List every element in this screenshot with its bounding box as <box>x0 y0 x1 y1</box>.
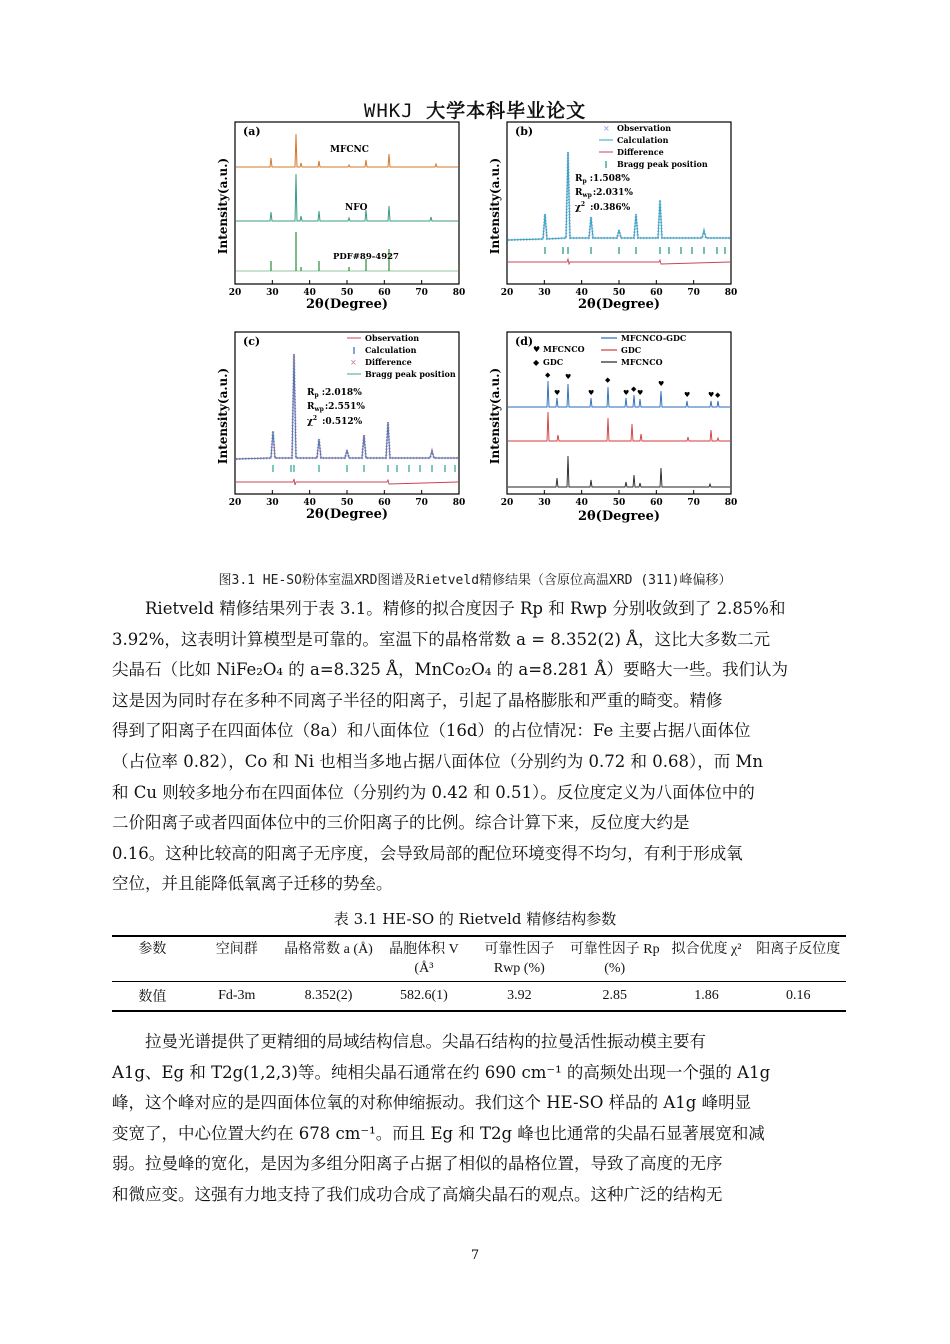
panel-a-tag: (a) <box>243 125 261 138</box>
panel-a <box>205 118 465 318</box>
panel-d-legend <box>601 333 686 367</box>
panel-c-legend-bragg: Bragg peak position <box>365 369 456 379</box>
panel-d-xlabel: 2θ(Degree) <box>577 509 661 524</box>
panel-c-plot <box>205 328 465 528</box>
marker-h: ♥ <box>708 391 715 399</box>
x-tick-label: 80 <box>724 498 737 508</box>
header-title: 大学本科毕业论文 <box>426 100 587 122</box>
x-tick-label: 40 <box>575 498 588 508</box>
x-tick-label: 20 <box>500 288 514 298</box>
panel-d-trace-mfcnco <box>508 456 730 487</box>
table-cell: 1.86 <box>662 982 750 1012</box>
marker-d: ◆ <box>605 376 611 384</box>
x-tick-label: 20 <box>500 498 514 508</box>
marker-h: ♥ <box>588 389 595 397</box>
marker-h: ♥ <box>623 389 630 397</box>
col-header: 空间群 <box>193 936 281 982</box>
panel-a-xticks <box>229 280 465 298</box>
marker-d: ◆ <box>545 371 551 379</box>
text-line: 和微应变。这强有力地支持了我们成功合成了高熵尖晶石的观点。这种广泛的结构无 <box>112 1184 723 1204</box>
panel-d-marker-mfcnco: MFCNCO <box>543 344 585 354</box>
panel-b-bragg <box>545 247 725 254</box>
text-line: 二价阳离子或者四面体位中的三价阳离子的比例。综合计算下来，反位度大约是 <box>112 813 690 833</box>
x-tick-label: 80 <box>452 288 465 298</box>
col-header: 参数 <box>112 936 193 982</box>
svg-text:Rwp:2.551%: $R_{wp}:2.551\%$ <box>307 402 365 413</box>
panel-b-legend-bragg: Bragg peak position <box>617 159 708 169</box>
panel-b-stats <box>575 174 633 213</box>
marker-h: ♥ <box>637 389 644 397</box>
panel-c-tag: (c) <box>243 335 261 348</box>
col-header: 拟合优度 χ² <box>662 936 750 982</box>
paragraph-rietveld <box>112 594 838 900</box>
panel-d-legend-composite: MFCNCO-GDC <box>621 333 687 343</box>
page-number: 7 <box>470 1248 480 1263</box>
x-tick-label: 50 <box>340 498 354 508</box>
x-tick-label: 60 <box>378 288 391 298</box>
panel-d-trace-composite <box>508 381 730 407</box>
panel-b <box>477 118 737 318</box>
x-tick-label: 70 <box>687 498 700 508</box>
panel-a-trace-nfo <box>236 174 458 221</box>
text-line: 0.16。这种比较高的阳离子无序度，会导致局部的配位环境变得不均匀，有利于形成氧 <box>112 843 743 863</box>
col-header: 阳离子反位度 <box>751 936 846 982</box>
marker-h: ♥ <box>658 380 665 388</box>
table-header-row <box>112 936 846 982</box>
text-line: 弱。拉曼峰的宽化，是因为多组分阳离子占据了相似的晶格位置，导致了高度的无序 <box>112 1154 723 1174</box>
panel-b-legend-diff: Difference <box>617 147 664 157</box>
x-tick-label: 60 <box>650 498 663 508</box>
text-line: A1g、Eg 和 T2g(1,2,3)等。纯相尖晶石通常在约 690 cm⁻¹ 的高频处出现一个强的 A1g <box>112 1062 771 1082</box>
text-line: 拉曼光谱提供了更精细的局域结构信息。尖晶石结构的拉曼活性振动模主要有 <box>145 1032 706 1051</box>
panel-a-label-mfcnc: MFCNC <box>330 145 369 155</box>
table-cell: 2.85 <box>567 982 662 1012</box>
table-caption: 表 3.1 HE-SO 的 Rietveld 精修结构参数 <box>333 910 617 928</box>
panel-c-difference <box>236 479 458 485</box>
marker-d: ◆ <box>631 385 637 393</box>
table-cell: 8.352(2) <box>281 982 376 1012</box>
panel-c <box>205 328 465 528</box>
marker-h: ♥ <box>554 389 561 397</box>
svg-text:Rwp:2.031%: $R_{wp}:2.031\%$ <box>575 188 633 199</box>
svg-text:χ2:0.386%: $\chi^2$ :0.386% <box>575 201 631 213</box>
text-line: 峰，这个峰对应的是四面体位氧的对称伸缩振动。我们这个 HE-SO 样品的 A1g 峰明显 <box>112 1093 752 1113</box>
panel-b-legend-obs: Observation <box>617 123 672 133</box>
panel-a-label-pdf: PDF#89-4927 <box>333 252 399 262</box>
x-tick-label: 70 <box>415 498 428 508</box>
x-tick-label: 40 <box>303 498 316 508</box>
panel-c-stats <box>307 388 365 427</box>
text-line: 3.92%，这表明计算模型是可靠的。室温下的晶格常数 a = 8.352(2) Å，这比大多数二元 <box>112 629 771 649</box>
panel-b-tag: (b) <box>515 125 534 138</box>
table-cell: 数值 <box>112 982 193 1012</box>
x-tick-label: 50 <box>340 288 354 298</box>
panel-b-legend-mark-obs: × <box>603 123 610 133</box>
panel-c-xlabel: 2θ(Degree) <box>305 507 389 522</box>
panel-a-label-nfo: NFO <box>345 203 368 213</box>
panel-d-tag: (d) <box>515 335 534 348</box>
x-tick-label: 70 <box>687 288 700 298</box>
x-tick-label: 30 <box>266 498 279 508</box>
marker-h: ♥ <box>684 391 691 399</box>
marker-h: ♥ <box>565 373 572 381</box>
table-cell: Fd-3m <box>193 982 281 1012</box>
text-line: Rietveld 精修结果列于表 3.1。精修的拟合度因子 Rp 和 Rwp 分别收敛到了 2.85%和 <box>145 599 786 618</box>
x-tick-label: 30 <box>538 288 551 298</box>
x-tick-label: 30 <box>266 288 279 298</box>
text-line: （占位率 0.82），Co 和 Ni 也相当多地占据八面体位（分别约为 0.72 和 0.68），而 Mn <box>112 751 763 771</box>
panel-c-xticks <box>229 490 465 508</box>
table-cell: 582.6(1) <box>376 982 471 1012</box>
panel-d-plot <box>477 328 737 528</box>
text-line: 和 Cu 则较多地分布在四面体位（分别约为 0.42 和 0.51）。反位度定义为八面体位中的 <box>112 782 755 802</box>
x-tick-label: 30 <box>538 498 551 508</box>
x-tick-label: 80 <box>452 498 465 508</box>
panel-b-xticks <box>501 280 737 298</box>
panel-b-plot <box>477 118 737 318</box>
figure-caption: 图3.1 HE-SO粉体室温XRD图谱及Rietveld精修结果（含原位高温XRD (311)峰偏移） <box>218 573 732 588</box>
header-prefix: WHKJ <box>363 100 414 122</box>
text-line: 得到了阳离子在四面体位（8a）和八面体位（16d）的占位情况：Fe 主要占据八面体位 <box>112 721 751 741</box>
panel-c-legend-calc: Calculation <box>365 345 417 355</box>
panel-c-bragg <box>273 465 455 472</box>
panel-c-legend-mark-diff: × <box>350 357 357 367</box>
x-tick-label: 80 <box>724 288 737 298</box>
panel-d <box>477 328 737 528</box>
panel-d-legend-gdc: GDC <box>621 345 642 355</box>
text-line: 这是因为同时存在多种不同离子半径的阳离子，引起了晶格膨胀和严重的畸变。精修 <box>112 690 723 710</box>
x-tick-label: 60 <box>650 288 663 298</box>
x-tick-label: 70 <box>415 288 428 298</box>
panel-c-legend-diff: Difference <box>365 357 412 367</box>
panel-d-trace-gdc <box>508 412 730 441</box>
x-tick-label: 40 <box>575 288 588 298</box>
panel-b-legend <box>599 123 708 169</box>
panel-d-ylabel: Intensity(a.u.) <box>488 367 502 465</box>
svg-text:Rp:2.018%: $R_p$ :2.018% <box>307 388 362 399</box>
panel-d-frame <box>507 332 731 494</box>
panel-b-difference <box>508 259 730 264</box>
rietveld-parameter-table <box>112 935 846 1012</box>
panel-b-legend-calc: Calculation <box>617 135 669 145</box>
panel-d-marker-gdc: GDC <box>543 357 564 367</box>
panel-b-xlabel: 2θ(Degree) <box>577 297 661 312</box>
col-header: 可靠性因子 Rp (%) <box>567 936 662 982</box>
x-tick-label: 60 <box>378 498 391 508</box>
panel-d-peak-markers <box>545 371 721 399</box>
svg-text:◆: ◆ <box>533 357 540 367</box>
text-line: 空位，并且能降低氧离子迁移的势垒。 <box>112 874 393 894</box>
panel-d-legend-mfcnco: MFCNCO <box>621 357 663 367</box>
col-header: 可靠性因子 Rwp (%) <box>472 936 567 982</box>
panel-a-xlabel: 2θ(Degree) <box>305 297 389 312</box>
panel-a-ylabel: Intensity(a.u.) <box>216 157 230 255</box>
x-tick-label: 50 <box>612 498 626 508</box>
panel-d-marker-legend <box>533 344 585 367</box>
svg-text:♥: ♥ <box>533 344 541 354</box>
panel-a-plot <box>205 118 465 318</box>
table-cell: 3.92 <box>472 982 567 1012</box>
xrd-figure <box>205 118 745 538</box>
text-line: 尖晶石（比如 NiFe₂O₄ 的 a=8.325 Å，MnCo₂O₄ 的 a=8.281 Å）要略大一些。我们认为 <box>112 660 788 680</box>
col-header: 晶格常数 a (Å) <box>281 936 376 982</box>
panel-b-ylabel: Intensity(a.u.) <box>488 157 502 255</box>
col-header: 晶胞体积 V (Å³ <box>376 936 471 982</box>
svg-text:Rp:1.508%: $R_p$ :1.508% <box>575 174 630 185</box>
table-cell: 0.16 <box>751 982 846 1012</box>
paragraph-raman <box>112 1027 838 1211</box>
panel-d-xticks <box>501 490 737 508</box>
svg-text:χ2:0.512%: $\chi^2$ :0.512% <box>307 415 363 427</box>
panel-c-legend <box>347 333 456 379</box>
panel-c-legend-obs: Observation <box>365 333 420 343</box>
panel-c-ylabel: Intensity(a.u.) <box>216 367 230 465</box>
marker-d: ◆ <box>715 391 721 399</box>
x-tick-label: 40 <box>303 288 316 298</box>
x-tick-label: 50 <box>612 288 626 298</box>
table-row <box>112 982 846 1012</box>
text-line: 变宽了，中心位置大约在 678 cm⁻¹。而且 Eg 和 T2g 峰也比通常的尖晶石显著展宽和减 <box>112 1123 765 1143</box>
x-tick-label: 20 <box>228 288 242 298</box>
x-tick-label: 20 <box>228 498 242 508</box>
